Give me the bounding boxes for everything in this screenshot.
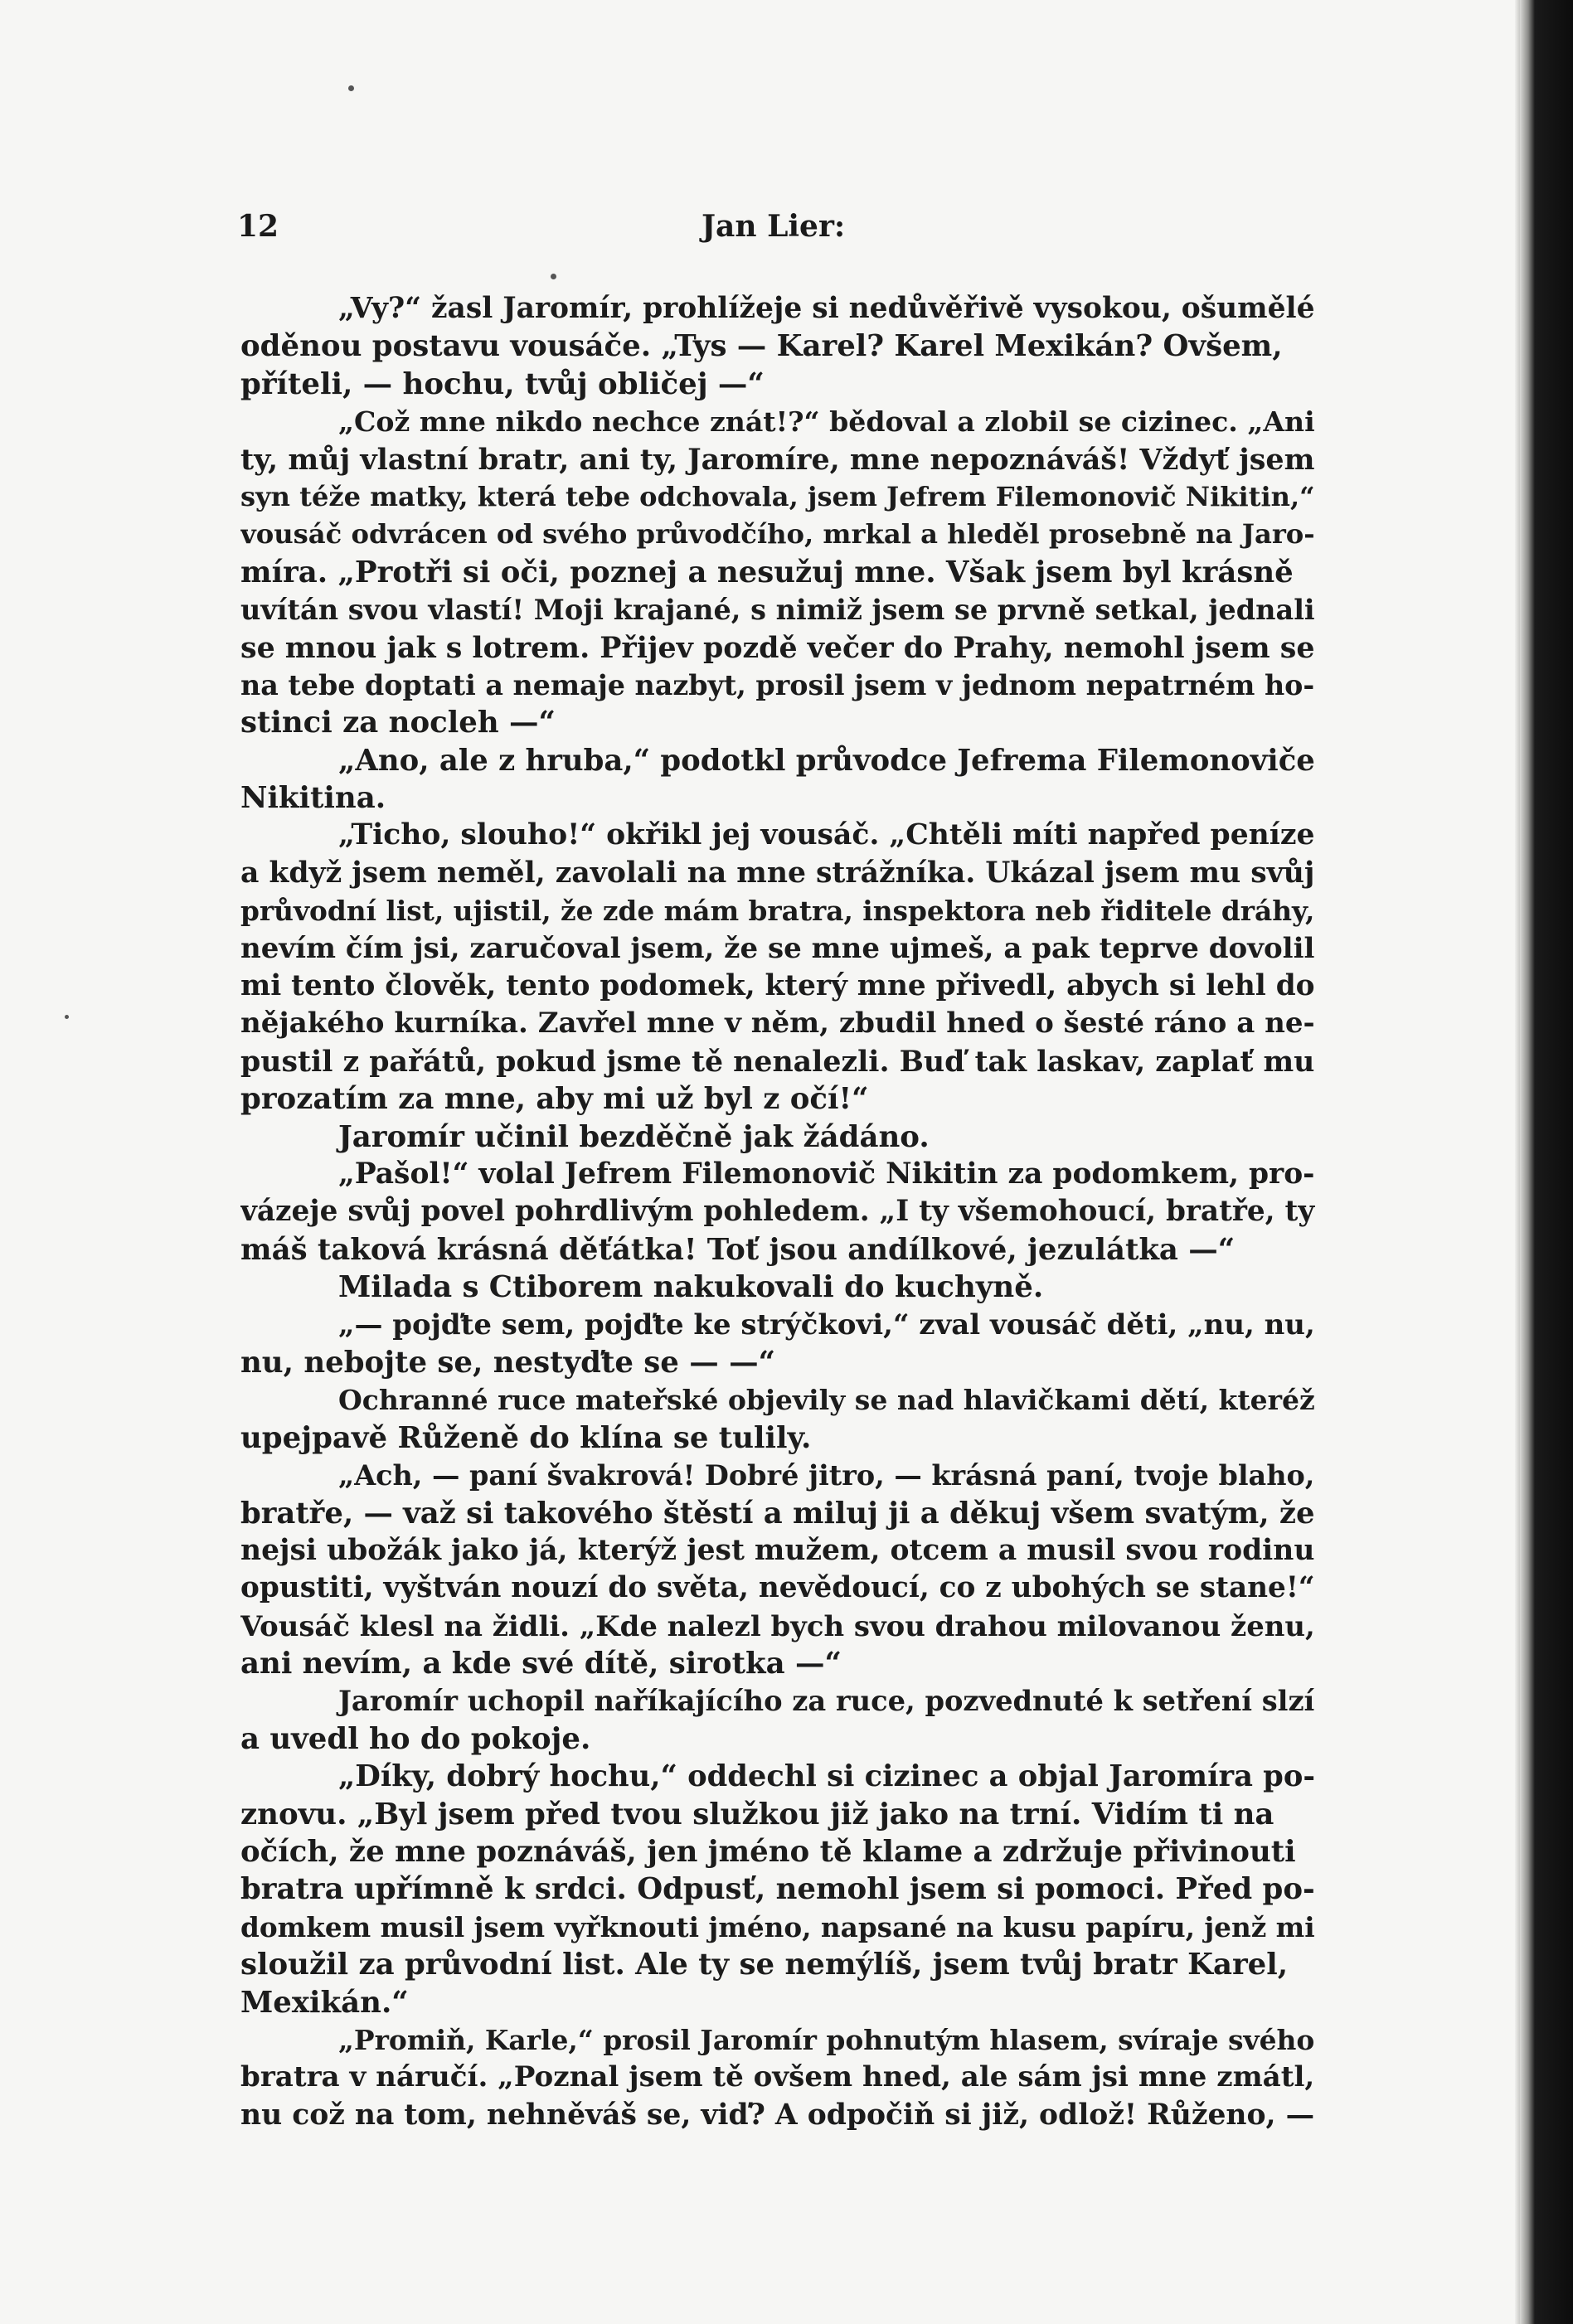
text-line: Milada s Ctiborem nakukovali do kuchyně.	[338, 1270, 1044, 1305]
text-line: Vousáč klesl na židli. „Kde nalezl bych svou drahou milovanou ženu,	[240, 1608, 1315, 1642]
text-line: nu což na tom, nehněváš se, viď? A odpočiň si již, odlož! Růženo, —	[240, 2098, 1315, 2132]
text-line: a když jsem neměl, zavolali na mne strážníka. Ukázal jsem mu svůj	[240, 856, 1315, 890]
text-line: ty, můj vlastní bratr, ani ty, Jaromíre, mne nepoznáváš! Vždyť jsem	[240, 442, 1315, 477]
running-header	[237, 209, 1315, 259]
text-line: ani nevím, a kde své dítě, sirotka —“	[240, 1647, 842, 1681]
body-text	[240, 290, 1315, 2134]
text-line: a uvedl ho do pokoje.	[240, 1721, 591, 1756]
text-line: „Vy?“ žasl Jaromír, prohlížeje si nedůvěřivě vysokou, ošumělé	[338, 292, 1315, 325]
text-line: Nikitina.	[240, 781, 386, 816]
text-line: opustiti, vyštván nouzí do světa, nevědoucí, co z ubohých se stane!“	[240, 1571, 1315, 1605]
text-line: vousáč odvrácen od svého průvodčího, mrkal a hleděl prosebně na Jaro-	[240, 518, 1315, 551]
text-line: vázeje svůj povel pohrdlivým pohledem. „I ty všemohoucí, bratře, ty	[240, 1195, 1315, 1229]
text-line: příteli, — hochu, tvůj obličej —“	[240, 366, 765, 401]
text-line: nevím čím jsi, zaručoval jsem, že se mne ujmeš, a pak teprve dovolil	[240, 931, 1315, 965]
text-line: „Ticho, slouho!“ okřikl jej vousáč. „Chtěli míti napřed peníze	[338, 818, 1315, 852]
text-line: bratra upřímně k srdci. Odpusť, nemohl jsem si pomoci. Před po-	[240, 1872, 1315, 1907]
text-line: bratra v náručí. „Poznal jsem tě ovšem hned, ale sám jsi mne zmátl,	[240, 2060, 1315, 2094]
text-line: „Promiň, Karle,“ prosil Jaromír pohnutým hlasem, svíraje svého	[338, 2023, 1315, 2056]
text-line: stinci za nocleh —“	[240, 706, 556, 740]
text-line: bratře, — važ si takového štěstí a miluj ji a děkuj všem svatým, že	[240, 1496, 1315, 1531]
text-line: „Což mne nikdo nechce znát!?“ bědoval a zlobil se cizinec. „Ani	[338, 405, 1315, 439]
page-number: 12	[237, 209, 279, 244]
text-line: uvítán svou vlastí! Moji krajané, s nimiž jsem se prvně setkal, jednali	[240, 594, 1315, 627]
text-line: mi tento člověk, tento podomek, který mne přivedl, abych si lehl do	[240, 969, 1315, 1003]
paper-speck	[65, 1015, 69, 1019]
text-line: „Díky, dobrý hochu,“ oddechl si cizinec a objal Jaromíra po-	[338, 1759, 1315, 1794]
text-line: „Pašol!“ volal Jefrem Filemonovič Nikitin za podomkem, pro-	[338, 1157, 1315, 1191]
text-line: prozatím za mne, aby mi už byl z očí!“	[240, 1082, 869, 1117]
text-line: upejpavě Růženě do klína se tulily.	[240, 1420, 812, 1455]
paper-speck	[348, 85, 354, 91]
text-line: oděnou postavu vousáče. „Tys — Karel? Karel Mexikán? Ovšem,	[240, 329, 1283, 364]
text-line: nu, nebojte se, nestyďte se — —“	[240, 1345, 775, 1380]
text-line: sloužil za průvodní list. Ale ty se nemýlíš, jsem tvůj bratr Karel,	[240, 1948, 1289, 1982]
text-line: syn téže matky, která tebe odchovala, jsem Jefrem Filemonovič Nikitin,“	[240, 480, 1315, 512]
text-line: Mexikán.“	[240, 1985, 409, 2020]
text-line: „— pojďte sem, pojďte ke strýčkovi,“ zval vousáč děti, „nu, nu,	[338, 1308, 1315, 1342]
text-line: znovu. „Byl jsem před tvou služkou již jako na trní. Vidím ti na	[240, 1797, 1274, 1832]
text-line: „Ano, ale z hruba,“ podotkl průvodce Jefrema Filemonoviče	[338, 743, 1315, 778]
running-title: Jan Lier:	[702, 209, 846, 244]
text-line: míra. „Protři si oči, poznej a nesužuj mne. Však jsem byl krásně	[240, 555, 1294, 589]
text-line: na tebe doptati a nemaje nazbyt, prosil jsem v jednom nepatrném ho-	[240, 668, 1315, 701]
text-line: pustil z pařátů, pokud jsme tě nenalezli. Buď tak laskav, zaplať mu	[240, 1044, 1315, 1079]
text-line: průvodní list, ujistil, že zde mám bratra, inspektora neb řiditele dráhy,	[240, 895, 1315, 928]
book-spine-shadow	[1520, 0, 1573, 2324]
text-line: „Ach, — paní švakrová! Dobré jitro, — krásná paní, tvoje blaho,	[338, 1459, 1315, 1492]
text-line: očích, že mne poznáváš, jen jméno tě klame a zdržuje přivinouti	[240, 1835, 1296, 1870]
text-line: Jaromír uchopil naříkajícího za ruce, pozvednuté k setření slzí	[338, 1684, 1315, 1718]
text-line: nějakého kurníka. Zavřel mne v něm, zbudil hned o šesté ráno a ne-	[240, 1007, 1315, 1041]
text-line: domkem musil jsem vyřknouti jméno, napsané na kusu papíru, jenž mi	[240, 1910, 1315, 1943]
text-line: máš taková krásná děťátka! Toť jsou andílkové, jezulátka —“	[240, 1232, 1236, 1267]
text-line: Jaromír učinil bezděčně jak žádáno.	[338, 1119, 930, 1154]
text-line: se mnou jak s lotrem. Přijev pozdě večer do Prahy, nemohl jsem se	[240, 630, 1315, 665]
paper-speck	[551, 274, 556, 279]
text-line: nejsi ubožák jako já, kterýž jest mužem, otcem a musil svou rodinu	[240, 1533, 1315, 1567]
text-line: Ochranné ruce mateřské objevily se nad hlavičkami dětí, kteréž	[338, 1384, 1315, 1417]
